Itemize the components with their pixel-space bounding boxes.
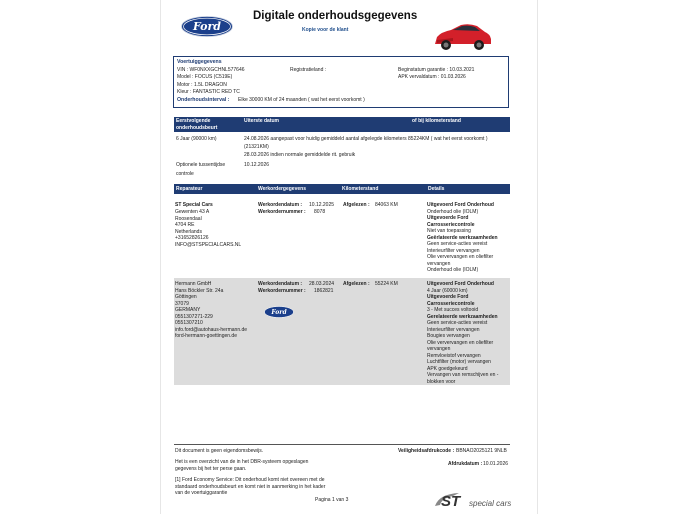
- dealer-2-line: Hans Böckler Str. 24a: [175, 287, 224, 294]
- detail-line: Niet van toepassing: [427, 228, 471, 234]
- service-interval-label: Onderhoudsinterval :: [177, 97, 230, 103]
- header-deadline: Uiterste datum: [244, 118, 280, 124]
- odometer-label: Afgelezen :: [343, 202, 370, 208]
- vehicle-data-box: [173, 56, 509, 108]
- dealer-2-email: info.ford@autohaus-hermann.de: [175, 326, 248, 333]
- work-order-number-label: Werkordernummer :: [258, 288, 306, 294]
- dealer-2-website: ford-hermann-goettingen.de: [175, 333, 237, 339]
- detail-line: Uitgevoerd Ford Onderhoud: [427, 281, 494, 287]
- work-order-number: 8078: [314, 209, 326, 215]
- next-service-header: [174, 117, 510, 132]
- detail-line: Geërlateerde werkzaamheden: [427, 234, 498, 241]
- vehicle-registration-country: Registratieland :: [290, 67, 327, 73]
- detail-line: Interieurfilter vervangen: [427, 247, 480, 254]
- work-order-number-label: Werkordernummer :: [258, 209, 306, 215]
- detail-line: Carrosseriecontrole: [427, 221, 475, 228]
- detail-line: Olie ververvangen en oliefilter: [427, 339, 494, 346]
- odometer-value: 84063 KM: [375, 202, 398, 208]
- odometer-value: 55224 KM: [375, 281, 398, 287]
- vehicle-color: Kleur : FANTASTIC RED TC: [177, 89, 240, 95]
- work-order-number: 1862821: [314, 288, 334, 294]
- detail-line: vervangen: [427, 260, 451, 267]
- page-number: Pagina 1 van 3: [315, 497, 349, 503]
- footer-note-1: [1] Ford Economy Service: Dit onderhoud komt niet overeen met de: [175, 477, 325, 483]
- st-special-cars-logo-icon: [433, 490, 529, 510]
- print-date: 10.01.2026: [483, 461, 509, 467]
- detail-line: Uitgevoerde Ford: [427, 215, 469, 221]
- vehicle-motor: Motor : 1.5L DRAGON: [177, 82, 227, 88]
- work-order-date: 28.03.2024: [309, 281, 335, 287]
- footer-divider: [174, 444, 510, 445]
- work-order-date: 10.12.2025: [309, 202, 335, 208]
- header-odometer: Kilometerstand: [342, 186, 379, 192]
- optional-check-date: 10.12.2026: [244, 162, 270, 168]
- dealer-2-line: 0551307210: [175, 320, 203, 326]
- next-service-line-3: 28.03.2026 indien normale gemiddelde rit. gebruik: [244, 152, 356, 158]
- work-order-date-label: Werkordendatum :: [258, 281, 303, 287]
- next-service-interval: 6 Jaar (90000 km): [176, 136, 217, 142]
- detail-line: Geen service-acties vereist: [427, 241, 488, 247]
- next-service-line-2: (21321KM): [244, 144, 269, 150]
- dealer-1-line: Roosendaal: [175, 215, 202, 222]
- st-logo-text: ST: [441, 493, 461, 510]
- st-logo-subtext: special cars: [469, 499, 512, 508]
- detail-line: Carrosseriecontrole: [427, 300, 475, 307]
- vehicle-model: Model : FOCUS (C519E): [177, 74, 233, 80]
- dealer-2-line: 37079: [175, 300, 189, 307]
- detail-line: 4 Jaar (60000 km): [427, 287, 468, 294]
- detail-line: Bougies vervangen: [427, 333, 470, 339]
- detail-line: Remvloeistof vervangen: [427, 352, 481, 359]
- car-image-icon: [431, 18, 493, 54]
- header-next-service-1: Eerstvolgende: [176, 118, 211, 124]
- optional-check-label-1: Optionele tussentijdse: [176, 162, 226, 168]
- footer-note-3: van de voertuiggarantie: [175, 490, 228, 496]
- dealer-1-line: 4704 RE: [175, 222, 195, 228]
- detail-line: Onderhoud olie (IOLM): [427, 267, 479, 273]
- vehicle-vin: VIN : WF0NXXGCHNL577646: [177, 67, 245, 73]
- detail-line: APK goedgekeurd: [427, 365, 468, 372]
- security-code-label: Veiligheidsafdrukcode :: [398, 448, 455, 454]
- detail-line: Uitgevoerd Ford Onderhoud: [427, 202, 494, 208]
- detail-line: Gerelateerde werkzaamheden: [427, 313, 498, 320]
- detail-line: 3 - Met succes voltooid: [427, 307, 479, 313]
- ford-mini-logo-icon: [264, 306, 294, 318]
- detail-line: Uitgevoerde Ford: [427, 294, 469, 300]
- header-dealer: Reparateur: [176, 186, 203, 192]
- dealer-2-line: GERMANY: [175, 307, 201, 313]
- dealer-1-line: Gewenten 43 A: [175, 209, 210, 215]
- ford-logo-icon: [181, 16, 233, 37]
- odometer-label: Afgelezen :: [343, 281, 370, 287]
- detail-line: Interieurfilter vervangen: [427, 326, 480, 333]
- print-date-label: Afdrukdatum :: [448, 461, 483, 467]
- detail-line: blokken voor: [427, 378, 456, 385]
- service-interval-value: Elke 30000 KM of 24 maanden ( wat het eerst voorkomt ): [238, 97, 365, 103]
- detail-line: Vervangen van remschijven en -: [427, 372, 499, 378]
- page-title: Digitale onderhoudsgegevens: [253, 10, 418, 22]
- footer-overview-1: Het is een overzicht van de in het DBR-systeem opgeslagen: [175, 459, 309, 465]
- next-service-line-1: 24.08.2026 aangepast voor huidig gemiddeld aantal afgelegde kilometers 85224KM ( wat het eerst voorkomt ): [244, 136, 488, 142]
- vehicle-apk-date: APK vervaldatum : 01.03.2026: [398, 74, 466, 80]
- header-mileage: of bij kilometerstand: [412, 118, 461, 124]
- ford-logo-text: Ford: [192, 20, 222, 34]
- detail-line: Luchtfilter (motor) vervangen: [427, 359, 491, 365]
- page-subtitle: Kopie voor de klant: [302, 27, 349, 33]
- vehicle-heading: Voertuiggegevens: [177, 59, 222, 65]
- repairs-header: [174, 184, 510, 194]
- header-details: Details: [428, 186, 445, 192]
- footer-note-2: standaard onderhoudsbeurt en komt niet in aanmerking in het kader: [175, 483, 326, 490]
- detail-line: Geen service-acties vereist: [427, 320, 488, 326]
- dealer-1-line: +31652826126: [175, 235, 209, 241]
- detail-line: Onderhoud olie (IOLM): [427, 208, 479, 215]
- dealer-2-line: 0551307271-229: [175, 313, 213, 320]
- work-order-date-label: Werkordendatum :: [258, 202, 303, 208]
- dealer-1-line: Netherlands: [175, 228, 202, 235]
- security-code: BBNAO2025121 9NLB: [456, 448, 507, 454]
- detail-line: vervangen: [427, 346, 451, 352]
- footer-overview-2: gegevens bij het ter perse gaan.: [175, 465, 247, 472]
- footer-disclaimer: Dit document is geen eigendomsbewijs.: [175, 448, 264, 454]
- ford-mini-logo-text: Ford: [271, 309, 287, 316]
- dealer-1-name: ST Special Cars: [175, 202, 213, 208]
- header-next-service-2: onderhoudsbeurt: [176, 125, 218, 131]
- header-work-order: Werkordergegevens: [258, 186, 306, 192]
- vehicle-warranty-start: Beginstatum garantie : 10.03.2021: [398, 67, 475, 73]
- dealer-1-email: INFO@STSPECIALCARS.NL: [175, 241, 242, 248]
- optional-check-label-2: controle: [176, 171, 194, 177]
- detail-line: Olie ververvangen en oliefilter: [427, 254, 494, 260]
- document-page: [160, 0, 538, 514]
- dealer-2-line: Göttingen: [175, 294, 197, 300]
- dealer-2-name: Hermann GmbH: [175, 281, 212, 287]
